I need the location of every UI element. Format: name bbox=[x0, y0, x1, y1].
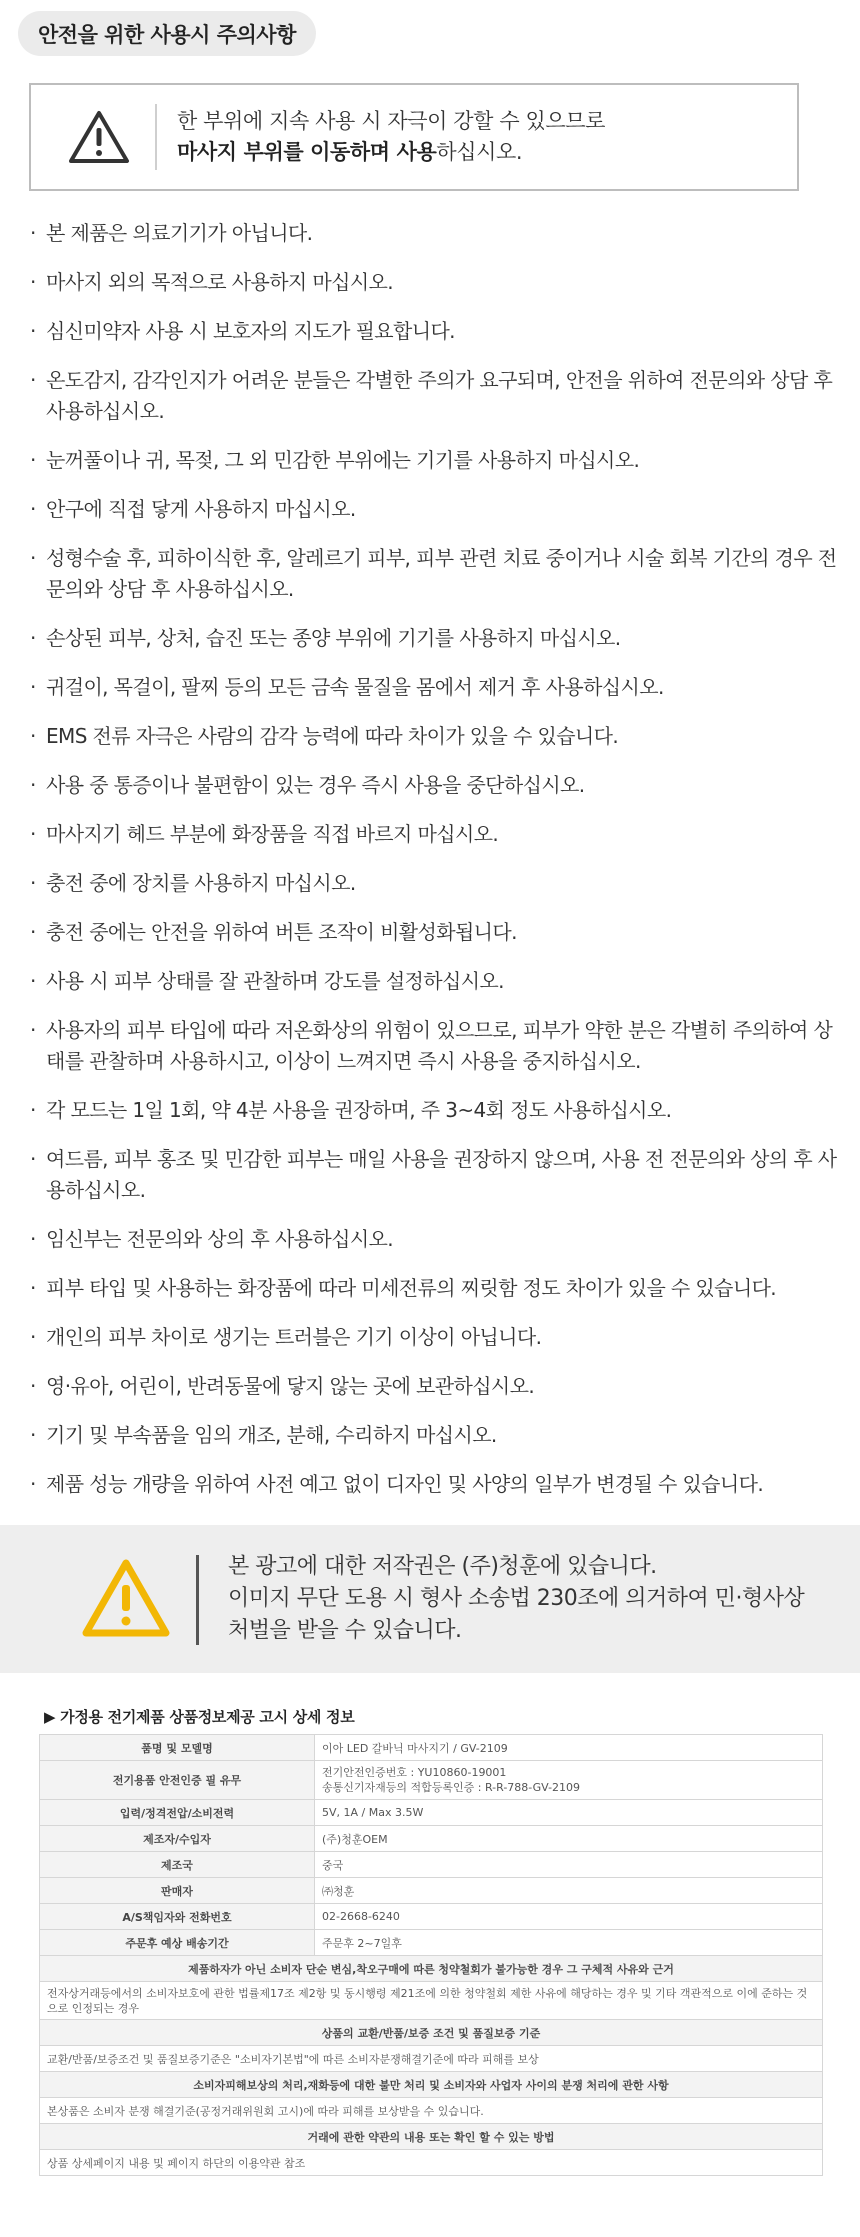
section-row bbox=[40, 2072, 823, 2098]
table-row bbox=[40, 1878, 823, 1904]
copyright-line-2: 이미지 무단 도용 시 형사 소송법 230조에 의거하여 민·형사상 bbox=[228, 1586, 805, 1611]
caution-item: · 안구에 직접 닿게 사용하지 마십시오. bbox=[30, 494, 850, 525]
notice-line-2-bold: 마사지 부위를 이동하며 사용 bbox=[177, 140, 437, 164]
section-row bbox=[40, 2124, 823, 2150]
section-desc-row bbox=[40, 2046, 823, 2072]
caution-item: · 영·유아, 어린이, 반려동물에 닿지 않는 곳에 보관하십시오. bbox=[30, 1371, 850, 1402]
section-header: 상품의 교환/반품/보증 조건 및 품질보증 기준 bbox=[40, 2020, 823, 2046]
caution-item: · 각 모드는 1일 1회, 약 4분 사용을 권장하며, 주 3~4회 정도 사용하십시오. bbox=[30, 1095, 850, 1126]
section-header: 소비자피해보상의 처리,재화등에 대한 불만 처리 및 소비자와 사업자 사이의 분쟁 처리에 관한 사항 bbox=[40, 2072, 823, 2098]
row-value bbox=[315, 1761, 823, 1800]
row-value: 중국 bbox=[315, 1852, 823, 1878]
row-label: 입력/정격전압/소비전력 bbox=[40, 1800, 315, 1826]
notice-line-2-rest: 하십시오. bbox=[436, 140, 523, 164]
table-row bbox=[40, 1800, 823, 1826]
section-row bbox=[40, 2020, 823, 2046]
row-value: 주문후 2~7일후 bbox=[315, 1930, 823, 1956]
section-desc-row bbox=[40, 2098, 823, 2124]
copyright-line-3: 처벌을 받을 수 있습니다. bbox=[228, 1618, 462, 1643]
caution-item: · 본 제품은 의료기기가 아닙니다. bbox=[30, 218, 850, 249]
row-value: 02-2668-6240 bbox=[315, 1904, 823, 1930]
caution-item: · 귀걸이, 목걸이, 팔찌 등의 모든 금속 물질을 몸에서 제거 후 사용하십시오. bbox=[30, 672, 850, 703]
warning-triangle-icon bbox=[80, 1557, 172, 1639]
section-desc-row bbox=[40, 1982, 823, 2020]
caution-item: · 손상된 피부, 상처, 습진 또는 종양 부위에 기기를 사용하지 마십시오. bbox=[30, 623, 850, 654]
row-label: 품명 및 모델명 bbox=[40, 1735, 315, 1761]
row-label: 전기용품 안전인증 필 유무 bbox=[40, 1761, 315, 1800]
caution-item: · 충전 중에는 안전을 위하여 버튼 조작이 비활성화됩니다. bbox=[30, 917, 850, 948]
copyright-divider bbox=[196, 1555, 199, 1645]
caution-item: · 온도감지, 감각인지가 어려운 분들은 각별한 주의가 요구되며, 안전을 위하여 전문의와 상담 후 사용하십시오. bbox=[30, 365, 850, 427]
caution-item: · 심신미약자 사용 시 보호자의 지도가 필요합니다. bbox=[30, 316, 850, 347]
row-label: 주문후 예상 배송기간 bbox=[40, 1930, 315, 1956]
row-value: (주)청훈OEM bbox=[315, 1826, 823, 1852]
row-value-line-1: 전기안전인증번호 : YU10860-19001 bbox=[322, 1766, 507, 1779]
caution-item: · 여드름, 피부 홍조 및 민감한 피부는 매일 사용을 권장하지 않으며, 사용 전 전문의와 상의 후 사용하십시오. bbox=[30, 1144, 850, 1206]
copyright-notice bbox=[0, 1525, 860, 1673]
caution-item: · 마사지 외의 목적으로 사용하지 마십시오. bbox=[30, 267, 850, 298]
row-label: 판매자 bbox=[40, 1878, 315, 1904]
caution-item: · 마사지기 헤드 부분에 화장품을 직접 바르지 마십시오. bbox=[30, 819, 850, 850]
row-label: 제조국 bbox=[40, 1852, 315, 1878]
row-value: 5V, 1A / Max 3.5W bbox=[315, 1800, 823, 1826]
caution-item: · 사용 중 통증이나 불편함이 있는 경우 즉시 사용을 중단하십시오. bbox=[30, 770, 850, 801]
table-row bbox=[40, 1826, 823, 1852]
caution-item: · 사용 시 피부 상태를 잘 관찰하며 강도를 설정하십시오. bbox=[30, 966, 850, 997]
caution-item: · 눈꺼풀이나 귀, 목젖, 그 외 민감한 부위에는 기기를 사용하지 마십시오. bbox=[30, 445, 850, 476]
copyright-line-1: 본 광고에 대한 저작권은 (주)청훈에 있습니다. bbox=[228, 1554, 657, 1579]
caution-item: · 기기 및 부속품을 임의 개조, 분해, 수리하지 마십시오. bbox=[30, 1420, 850, 1451]
caution-list bbox=[30, 218, 850, 1518]
section-header: 거래에 관한 약관의 내용 또는 확인 할 수 있는 방법 bbox=[40, 2124, 823, 2150]
row-value: 이아 LED 갈바닉 마사지기 / GV-2109 bbox=[315, 1735, 823, 1761]
caution-item: · 사용자의 피부 타입에 따라 저온화상의 위험이 있으므로, 피부가 약한 분은 각별히 주의하여 상태를 관찰하며 사용하시고, 이상이 느껴지면 즉시 사용을 중지하십시오. bbox=[30, 1015, 850, 1077]
table-row bbox=[40, 1735, 823, 1761]
table-row bbox=[40, 1761, 823, 1800]
notice-text bbox=[177, 106, 605, 168]
caution-item: · 성형수술 후, 피하이식한 후, 알레르기 피부, 피부 관련 치료 중이거나 시술 회복 기간의 경우 전문의와 상담 후 사용하십시오. bbox=[30, 543, 850, 605]
section-desc-row bbox=[40, 2150, 823, 2176]
table-row bbox=[40, 1852, 823, 1878]
section-header: 제품하자가 아닌 소비자 단순 변심,착오구매에 따른 청약철회가 불가능한 경우 그 구체적 사유와 근거 bbox=[40, 1956, 823, 1982]
row-label: 제조자/수입자 bbox=[40, 1826, 315, 1852]
section-desc: 교환/반품/보증조건 및 품질보증기준은 "소비자기본법"에 따른 소비자분쟁해결기준에 따라 피해를 보상 bbox=[40, 2046, 823, 2072]
section-row bbox=[40, 1956, 823, 1982]
notice-line-2 bbox=[177, 137, 605, 168]
section-desc: 본상품은 소비자 분쟁 해결기준(공정거래위원회 고시)에 따라 피해를 보상받을 수 있습니다. bbox=[40, 2098, 823, 2124]
row-value: ㈜청훈 bbox=[315, 1878, 823, 1904]
caution-item: · EMS 전류 자극은 사람의 감각 능력에 따라 차이가 있을 수 있습니다. bbox=[30, 721, 850, 752]
table-row bbox=[40, 1930, 823, 1956]
notice-line-1: 한 부위에 지속 사용 시 자극이 강할 수 있으므로 bbox=[177, 109, 606, 133]
notice-divider bbox=[155, 104, 157, 170]
section-desc: 상품 상세페이지 내용 및 페이지 하단의 이용약관 참조 bbox=[40, 2150, 823, 2176]
section-desc: 전자상거래등에서의 소비자보호에 관한 법률제17조 제2항 및 동시행령 제21조에 의한 청약철회 제한 사유에 해당하는 경우 및 기타 객관적으로 이에 준하는 것으로 인정되는 경우 bbox=[40, 1982, 823, 2020]
section-title: 안전을 위한 사용시 주의사항 bbox=[18, 11, 316, 56]
caution-item: · 피부 타입 및 사용하는 화장품에 따라 미세전류의 찌릿함 정도 차이가 있을 수 있습니다. bbox=[30, 1273, 850, 1304]
table-row bbox=[40, 1904, 823, 1930]
notice-box bbox=[29, 83, 799, 191]
caution-item: · 충전 중에 장치를 사용하지 마십시오. bbox=[30, 868, 850, 899]
product-info-table bbox=[39, 1734, 823, 2176]
warning-triangle-icon bbox=[67, 109, 131, 165]
copyright-text bbox=[228, 1551, 804, 1647]
caution-item: · 제품 성능 개량을 위하여 사전 예고 없이 디자인 및 사양의 일부가 변경될 수 있습니다. bbox=[30, 1469, 850, 1500]
row-label: A/S책임자와 전화번호 bbox=[40, 1904, 315, 1930]
row-value-line-2: 송통신기자재등의 적합등록인증 : R-R-788-GV-2109 bbox=[322, 1781, 581, 1794]
caution-item: · 개인의 피부 차이로 생기는 트러블은 기기 이상이 아닙니다. bbox=[30, 1322, 850, 1353]
info-title: ▶ 가정용 전기제품 상품정보제공 고시 상세 정보 bbox=[44, 1708, 355, 1726]
caution-item: · 임신부는 전문의와 상의 후 사용하십시오. bbox=[30, 1224, 850, 1255]
